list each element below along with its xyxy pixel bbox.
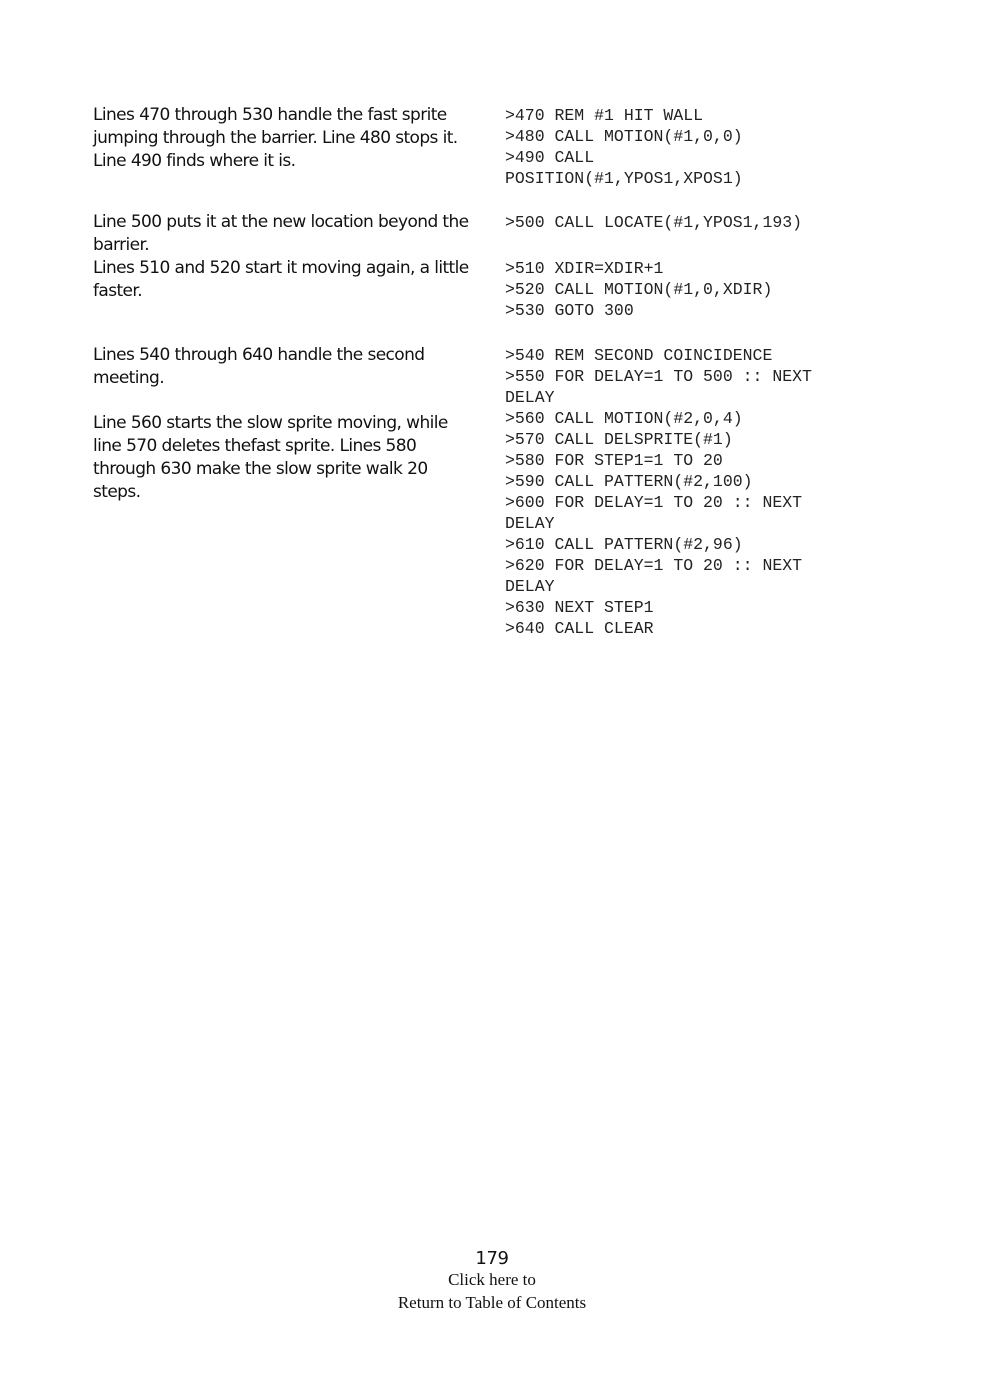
- code-line: POSITION(#1,YPOS1,XPOS1): [505, 169, 743, 188]
- code-line: >540 REM SECOND COINCIDENCE: [505, 346, 773, 365]
- code-block-540: [505, 345, 885, 639]
- explanation-lines-540-640: Lines 540 through 640 handle the second meeting.: [93, 345, 425, 388]
- code-line: >630 NEXT STEP1: [505, 598, 654, 617]
- code-line: DELAY: [505, 388, 555, 407]
- toc-link-line1[interactable]: [0, 1270, 984, 1290]
- explanation-lines-510-520: Lines 510 and 520 start it moving again, a little faster.: [93, 258, 469, 301]
- code-line: >580 FOR STEP1=1 TO 20: [505, 451, 723, 470]
- toc-link-text-1[interactable]: Click here to: [448, 1270, 536, 1289]
- code-line: >550 FOR DELAY=1 TO 500 :: NEXT: [505, 367, 812, 386]
- code-block-500: [505, 212, 885, 233]
- code-line: >500 CALL LOCATE(#1,YPOS1,193): [505, 213, 803, 232]
- explanation-line-560: Line 560 starts the slow sprite moving, while line 570 deletes thefast sprite. Lines 580 through 630 make the slow sprite walk 20 steps.: [93, 413, 448, 502]
- toc-link-text-2[interactable]: Return to Table of Contents: [397, 1293, 587, 1312]
- code-block-510: [505, 258, 885, 321]
- code-line: >530 GOTO 300: [505, 301, 634, 320]
- code-line: >490 CALL: [505, 148, 595, 167]
- explanation-line-500: Line 500 puts it at the new location beyond the barrier.: [93, 212, 469, 255]
- code-block-470: [505, 105, 885, 189]
- code-line: >640 CALL CLEAR: [505, 619, 654, 638]
- code-line: >480 CALL MOTION(#1,0,0): [505, 127, 743, 146]
- code-line: DELAY: [505, 577, 555, 596]
- explanation-lines-470-530: Lines 470 through 530 handle the fast sprite jumping through the barrier. Line 480 stops it. Line 490 finds where it is.: [93, 105, 458, 171]
- code-line: DELAY: [505, 514, 555, 533]
- code-line: >520 CALL MOTION(#1,0,XDIR): [505, 280, 773, 299]
- code-line: >470 REM #1 HIT WALL: [505, 106, 704, 125]
- code-line: >590 CALL PATTERN(#2,100): [505, 472, 753, 491]
- code-line: >560 CALL MOTION(#2,0,4): [505, 409, 743, 428]
- code-line: >610 CALL PATTERN(#2,96): [505, 535, 743, 554]
- code-line: >600 FOR DELAY=1 TO 20 :: NEXT: [505, 493, 803, 512]
- code-line: >620 FOR DELAY=1 TO 20 :: NEXT: [505, 556, 803, 575]
- code-line: >510 XDIR=XDIR+1: [505, 259, 664, 278]
- code-line: >570 CALL DELSPRITE(#1): [505, 430, 733, 449]
- page-number: 179: [475, 1248, 509, 1269]
- toc-link-line2[interactable]: [0, 1293, 984, 1313]
